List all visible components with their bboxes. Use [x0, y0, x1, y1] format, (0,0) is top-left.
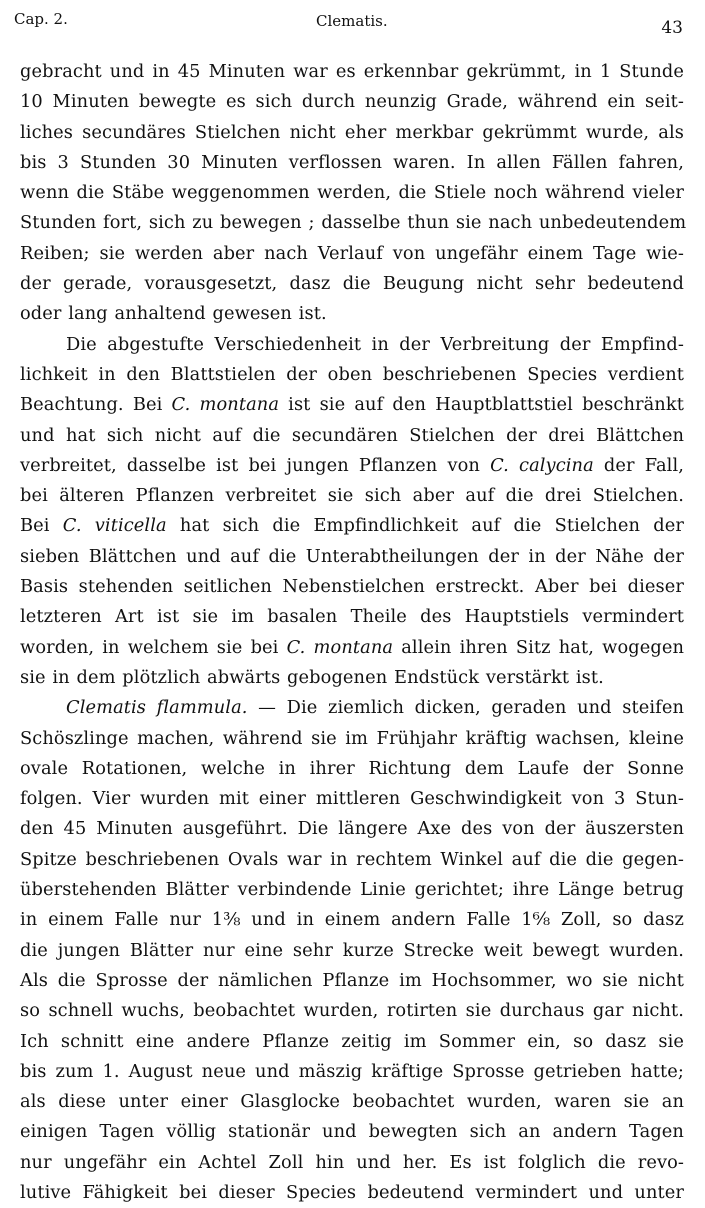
text-line: [20, 299, 684, 329]
text-run: Basis stehenden seitlichen Nebenstielchen erstreckt. Aber bei dieser: [20, 576, 684, 598]
text-run: Beachtung. Bei: [20, 394, 172, 416]
paragraph: [20, 330, 684, 694]
chapter-label: Cap. 2.: [14, 10, 68, 28]
text-run: Ich schnitt eine andere Pflanze zeitig im Sommer ein, so dasz sie: [20, 1030, 684, 1052]
text-line: [20, 1148, 684, 1178]
text-line: [20, 663, 684, 693]
italic-text: Clematis flammula.: [66, 697, 248, 719]
text-run: den 45 Minuten ausgeführt. Die längere Axe des von der äuszersten: [20, 818, 684, 840]
text-run: Spitze beschriebenen Ovals war in rechtem Winkel auf die die gegen-: [20, 848, 684, 870]
text-run: sieben Blättchen und auf die Unterabtheilungen der in der Nähe der: [20, 545, 684, 567]
text-line: [20, 1057, 684, 1087]
text-line: [20, 87, 684, 117]
text-line: [20, 118, 684, 148]
text-run: lutive Fähigkeit bei dieser Species bedeutend vermindert und unter: [20, 1181, 684, 1203]
text-run: nur ungefähr ein Achtel Zoll hin und her. Es ist folglich die revo-: [20, 1151, 684, 1173]
text-line: [20, 784, 684, 814]
text-line: [20, 633, 684, 663]
text-run: 10 Minuten bewegte es sich durch neunzig Grade, während ein seit-: [20, 91, 684, 113]
text-line: [20, 572, 684, 602]
text-run: lichkeit in den Blattstielen der oben beschriebenen Species verdient: [20, 363, 684, 385]
text-line: [20, 875, 684, 905]
text-line: [20, 1087, 684, 1117]
text-run: bis zum 1. August neue und mäszig kräftige Sprosse getrieben hatte;: [20, 1060, 684, 1082]
text-line: [20, 602, 684, 632]
text-line: [20, 905, 684, 935]
text-line: [20, 148, 684, 178]
text-run: Bei: [20, 515, 63, 537]
text-run: verbreitet, dasselbe ist bei jungen Pflanzen von: [20, 454, 491, 476]
text-run: und hat sich nicht auf die secundären Stielchen der drei Blättchen: [20, 424, 684, 446]
text-line: [20, 542, 684, 572]
text-line: [20, 330, 684, 360]
text-run: die jungen Blätter nur eine sehr kurze Strecke weit bewegt wurden.: [20, 939, 684, 961]
text-line: [20, 360, 684, 390]
text-run: wenn die Stäbe weggenommen werden, die Stiele noch während vieler: [20, 182, 684, 204]
text-line: [20, 511, 684, 541]
text-run: sie in dem plötzlich abwärts gebogenen Endstück verstärkt ist.: [20, 666, 604, 688]
text-run: in einem Falle nur 1⅜ und in einem andern Falle 1⁶⁄₈ Zoll, so dasz: [20, 909, 684, 931]
text-run: so schnell wuchs, beobachtet wurden, rotirten sie durchaus gar nicht.: [20, 1000, 684, 1022]
text-line: [20, 57, 684, 87]
italic-text: C. montana: [286, 636, 394, 658]
text-line: [20, 239, 684, 269]
text-run: einigen Tagen völlig stationär und bewegten sich an andern Tagen: [20, 1121, 684, 1143]
text-line: [20, 845, 684, 875]
body-text: [20, 57, 687, 1208]
text-line: [20, 208, 687, 238]
text-line: [20, 966, 684, 996]
text-line: [20, 814, 684, 844]
text-run: folgen. Vier wurden mit einer mittleren Geschwindigkeit von 3 Stun-: [20, 788, 684, 810]
text-line: [20, 178, 684, 208]
text-run: — Die ziemlich dicken, geraden und steifen: [247, 697, 684, 719]
text-run: bei älteren Pflanzen verbreitet sie sich aber auf die drei Stielchen.: [20, 485, 684, 507]
text-run: letzteren Art ist sie im basalen Theile des Hauptstiels vermindert: [20, 606, 684, 628]
text-run: Schöszlinge machen, während sie im Frühjahr kräftig wachsen, kleine: [20, 727, 684, 749]
text-run: ist sie auf den Hauptblattstiel beschränkt: [279, 394, 684, 416]
italic-text: C. viticella: [62, 515, 167, 537]
text-run: der Fall,: [593, 454, 684, 476]
text-line: [20, 421, 684, 451]
text-run: gebracht und in 45 Minuten war es erkennbar gekrümmt, in 1 Stunde: [20, 61, 684, 82]
text-run: liches secundäres Stielchen nicht eher merkbar gekrümmt wurde, als: [20, 121, 684, 143]
paragraph: [20, 57, 687, 330]
text-run: bis 3 Stunden 30 Minuten verflossen waren. In allen Fällen fahren,: [20, 151, 684, 173]
text-run: allein ihren Sitz hat, wogegen: [393, 636, 685, 658]
text-run: als diese unter einer Glasglocke beobachtet wurden, waren sie an: [20, 1091, 684, 1113]
italic-text: C. montana: [171, 394, 280, 416]
running-header: [0, 8, 705, 44]
text-line: [20, 390, 684, 420]
text-line: [20, 693, 684, 723]
text-line: [20, 481, 684, 511]
page-number: 43: [661, 18, 683, 38]
text-line: [20, 724, 684, 754]
text-line: [20, 1027, 684, 1057]
running-title: Clematis.: [316, 12, 388, 30]
text-line: [20, 1178, 684, 1208]
text-run: ovale Rotationen, welche in ihrer Richtung dem Laufe der Sonne: [20, 757, 684, 779]
text-run: Die abgestufte Verschiedenheit in der Verbreitung der Empfind-: [66, 333, 684, 355]
text-line: [20, 451, 684, 481]
text-run: überstehenden Blätter verbindende Linie gerichtet; ihre Länge betrug: [20, 879, 684, 901]
text-line: [20, 754, 684, 784]
text-run: worden, in welchem sie bei: [20, 636, 287, 658]
text-run: Als die Sprosse der nämlichen Pflanze im Hochsommer, wo sie nicht: [20, 969, 684, 991]
text-run: Reiben; sie werden aber nach Verlauf von ungefähr einem Tage wie-: [20, 242, 684, 264]
text-line: [20, 269, 684, 299]
text-run: Stunden fort, sich zu bewegen ; dasselbe thun sie nach unbedeutendem: [20, 212, 687, 234]
text-line: [20, 996, 684, 1026]
text-run: oder lang anhaltend gewesen ist.: [20, 303, 327, 325]
text-run: hat sich die Empfindlichkeit auf die Stielchen der: [166, 515, 684, 537]
text-line: [20, 936, 684, 966]
text-run: der gerade, vorausgesetzt, dasz die Beugung nicht sehr bedeutend: [20, 273, 684, 295]
paragraph: [20, 693, 684, 1208]
text-line: [20, 1117, 684, 1147]
italic-text: C. calycina: [490, 454, 594, 476]
